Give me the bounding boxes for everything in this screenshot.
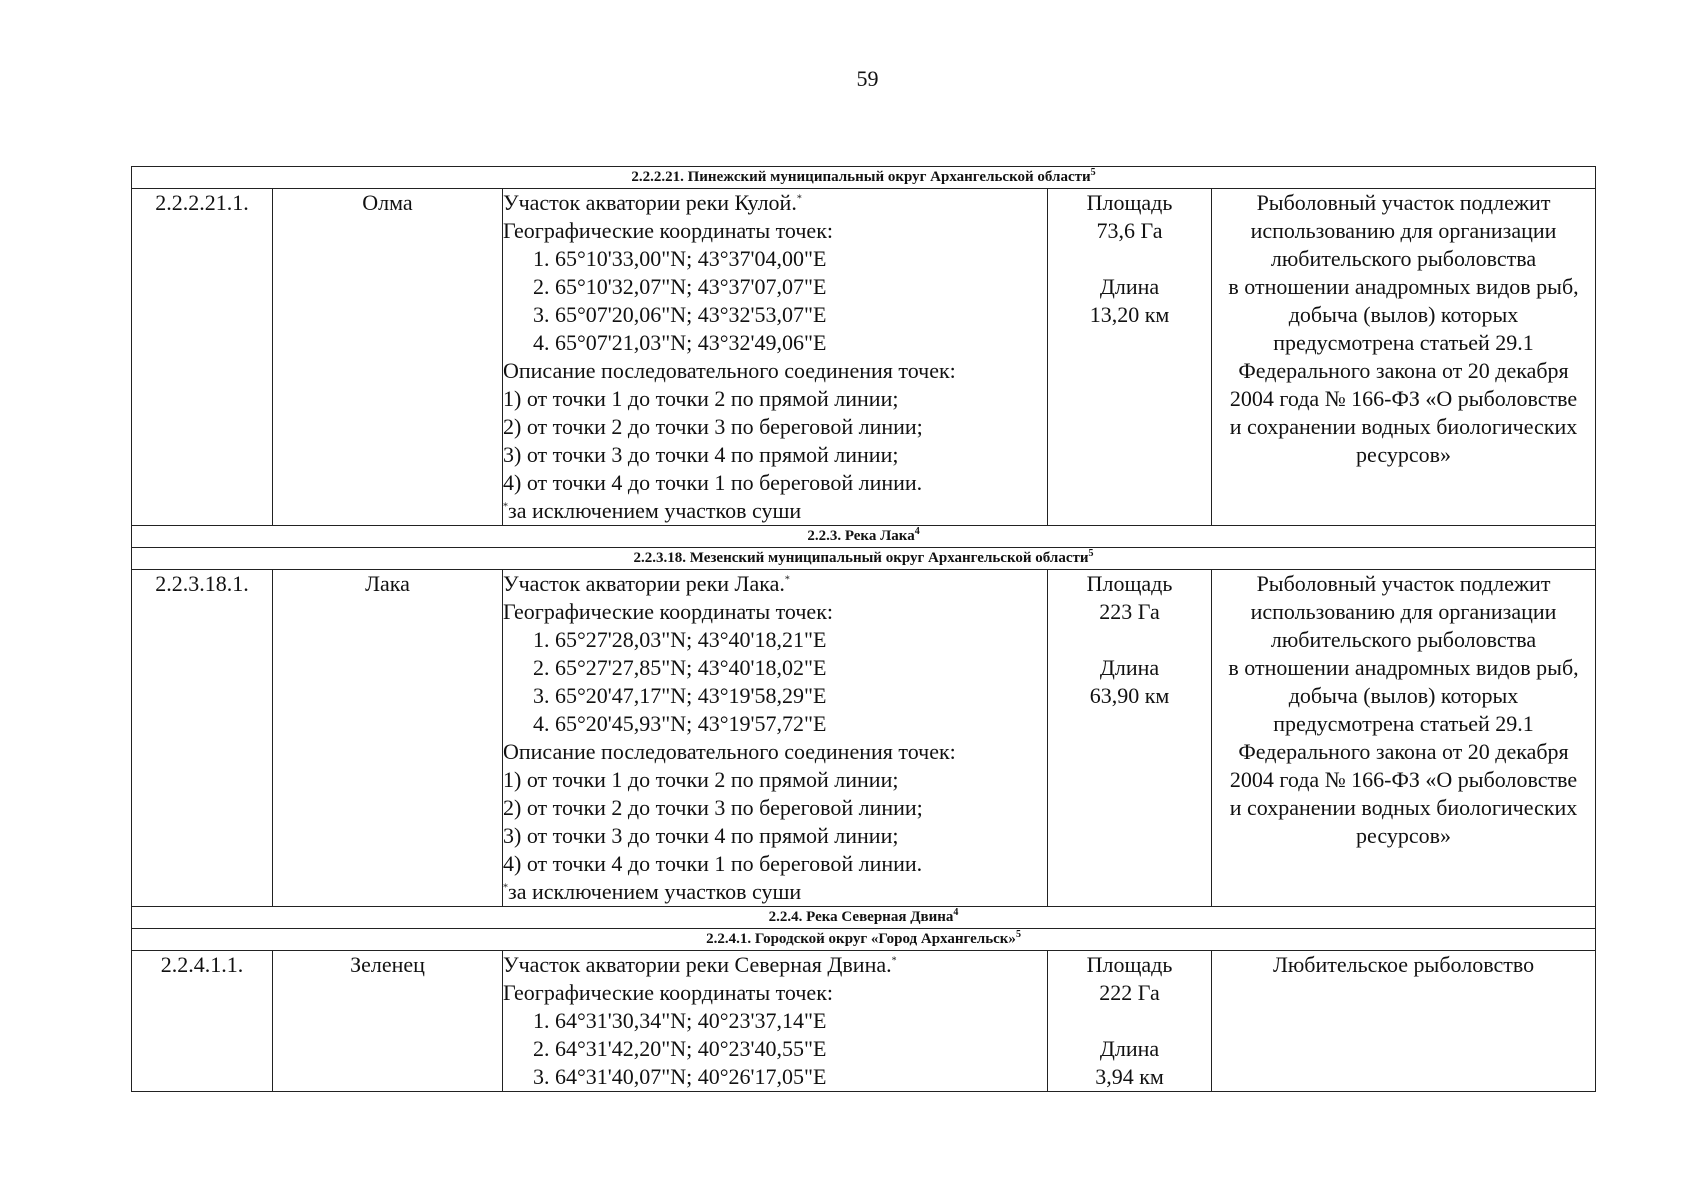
purpose-line: предусмотрена статьей 29.1 (1273, 330, 1534, 355)
length-label: Длина (1099, 274, 1160, 299)
footnote-ref: 5 (1015, 929, 1021, 940)
area-value: 73,6 Га (1096, 218, 1163, 243)
coordinate-point: 1. 64°31'30,34"N; 40°23'37,14"E (533, 1008, 827, 1033)
area-label: Площадь (1086, 190, 1173, 215)
asterisk-ref: * (796, 193, 802, 205)
row-purpose (1212, 951, 1596, 1092)
coordinate-point: 3. 65°07'20,06"N; 43°32'53,07"E (533, 302, 827, 327)
sequence-step: 1) от точки 1 до точки 2 по прямой линии; (503, 767, 899, 792)
row-name: Лака (273, 570, 503, 907)
purpose-line: и сохранении водных биологических (1229, 795, 1578, 820)
row-description (503, 570, 1048, 907)
purpose-line: и сохранении водных биологических (1229, 414, 1578, 439)
purpose-line: Федерального закона от 20 декабря (1238, 358, 1569, 383)
page-number: 59 (856, 66, 879, 91)
asterisk-ref: * (784, 574, 790, 586)
section-title: 2.2.4.1. Городской округ «Город Архангельск» (706, 931, 1016, 947)
purpose-line: любительского рыболовства (1270, 246, 1537, 271)
coordinate-point: 2. 65°27'27,85"N; 43°40'18,02"E (533, 655, 827, 680)
section-header (132, 907, 1596, 929)
coords-label: Географические координаты точек: (503, 980, 833, 1005)
table-row (132, 951, 1596, 1092)
length-value: 63,90 км (1089, 683, 1170, 708)
section-header (132, 548, 1596, 570)
length-value: 13,20 км (1089, 302, 1170, 327)
description-title: Участок акватории реки Кулой. (503, 190, 797, 215)
purpose-line: Рыболовный участок подлежит (1256, 571, 1551, 596)
length-label: Длина (1099, 1036, 1160, 1061)
purpose-line: ресурсов» (1356, 442, 1451, 467)
sequence-step: 2) от точки 2 до точки 3 по береговой линии; (503, 414, 923, 439)
sequence-step: 4) от точки 4 до точки 1 по береговой линии. (503, 470, 923, 495)
purpose-line: в отношении анадромных видов рыб, (1228, 655, 1579, 680)
row-description (503, 951, 1048, 1092)
area-label: Площадь (1086, 952, 1173, 977)
row-code: 2.2.3.18.1. (132, 570, 273, 907)
coordinate-point: 4. 65°07'21,03"N; 43°32'49,06"E (533, 330, 827, 355)
coordinate-point: 4. 65°20'45,93"N; 43°19'57,72"E (533, 711, 827, 736)
sequence-step: 3) от точки 3 до точки 4 по прямой линии; (503, 823, 899, 848)
row-description (503, 189, 1048, 526)
sequence-step: 1) от точки 1 до точки 2 по прямой линии; (503, 386, 899, 411)
row-purpose (1212, 189, 1596, 526)
description-title: Участок акватории реки Северная Двина. (503, 952, 892, 977)
section-title: 2.2.4. Река Северная Двина (768, 909, 954, 925)
asterisk-ref: * (503, 882, 508, 894)
section-title: 2.2.3. Река Лака (807, 528, 915, 544)
row-size (1048, 189, 1212, 526)
purpose-line: добыча (вылов) которых (1288, 302, 1519, 327)
area-value: 222 Га (1099, 980, 1160, 1005)
coordinate-point: 1. 65°27'28,03"N; 43°40'18,21"E (533, 627, 827, 652)
row-size (1048, 951, 1212, 1092)
coordinate-point: 2. 65°10'32,07"N; 43°37'07,07"E (533, 274, 827, 299)
sequence-step: 2) от точки 2 до точки 3 по береговой линии; (503, 795, 923, 820)
row-size (1048, 570, 1212, 907)
purpose-line: Любительское рыболовство (1272, 952, 1535, 977)
area-label: Площадь (1086, 571, 1173, 596)
coordinate-point: 3. 65°20'47,17"N; 43°19'58,29"E (533, 683, 827, 708)
purpose-line: в отношении анадромных видов рыб, (1228, 274, 1579, 299)
sequence-label: Описание последовательного соединения точек: (503, 739, 956, 764)
description-title: Участок акватории реки Лака. (503, 571, 785, 596)
section-header (132, 929, 1596, 951)
footnote-ref: 4 (953, 907, 959, 918)
table-row (132, 570, 1596, 907)
section-title: 2.2.3.18. Мезенский муниципальный округ Архангельской области (633, 550, 1089, 566)
purpose-line: использованию для организации (1250, 218, 1557, 243)
purpose-line: любительского рыболовства (1270, 627, 1537, 652)
purpose-line: предусмотрена статьей 29.1 (1273, 711, 1534, 736)
row-name: Олма (273, 189, 503, 526)
coordinate-point: 2. 64°31'42,20"N; 40°23'40,55"E (533, 1036, 827, 1061)
table-row (132, 189, 1596, 526)
purpose-line: ресурсов» (1356, 823, 1451, 848)
coordinate-point: 3. 64°31'40,07"N; 40°26'17,05"E (533, 1064, 827, 1089)
coords-label: Географические координаты точек: (503, 218, 833, 243)
row-name: Зеленец (273, 951, 503, 1092)
asterisk-ref: * (891, 955, 897, 967)
footnote-ref: 5 (1088, 548, 1094, 559)
sequence-label: Описание последовательного соединения точек: (503, 358, 956, 383)
purpose-line: 2004 года № 166-ФЗ «О рыболовстве (1229, 767, 1578, 792)
area-value: 223 Га (1099, 599, 1160, 624)
section-header (132, 167, 1596, 189)
sequence-step: 3) от точки 3 до точки 4 по прямой линии; (503, 442, 899, 467)
purpose-line: Федерального закона от 20 декабря (1238, 739, 1569, 764)
section-header (132, 526, 1596, 548)
row-code: 2.2.4.1.1. (132, 951, 273, 1092)
purpose-line: 2004 года № 166-ФЗ «О рыболовстве (1229, 386, 1578, 411)
asterisk-ref: * (503, 501, 508, 513)
section-title: 2.2.2.21. Пинежский муниципальный округ Архангельской области (631, 169, 1091, 185)
row-code: 2.2.2.21.1. (132, 189, 273, 526)
length-value: 3,94 км (1095, 1064, 1164, 1089)
footnote-ref: 4 (914, 526, 920, 537)
sequence-step: 4) от точки 4 до точки 1 по береговой линии. (503, 851, 923, 876)
purpose-line: Рыболовный участок подлежит (1256, 190, 1551, 215)
coords-label: Географические координаты точек: (503, 599, 833, 624)
purpose-line: использованию для организации (1250, 599, 1557, 624)
footnote-ref: 5 (1090, 167, 1096, 178)
length-label: Длина (1099, 655, 1160, 680)
fishing-areas-table (131, 166, 1596, 1092)
row-purpose (1212, 570, 1596, 907)
footnote-text: за исключением участков суши (508, 879, 802, 904)
coordinate-point: 1. 65°10'33,00"N; 43°37'04,00"E (533, 246, 827, 271)
purpose-line: добыча (вылов) которых (1288, 683, 1519, 708)
footnote-text: за исключением участков суши (508, 498, 802, 523)
